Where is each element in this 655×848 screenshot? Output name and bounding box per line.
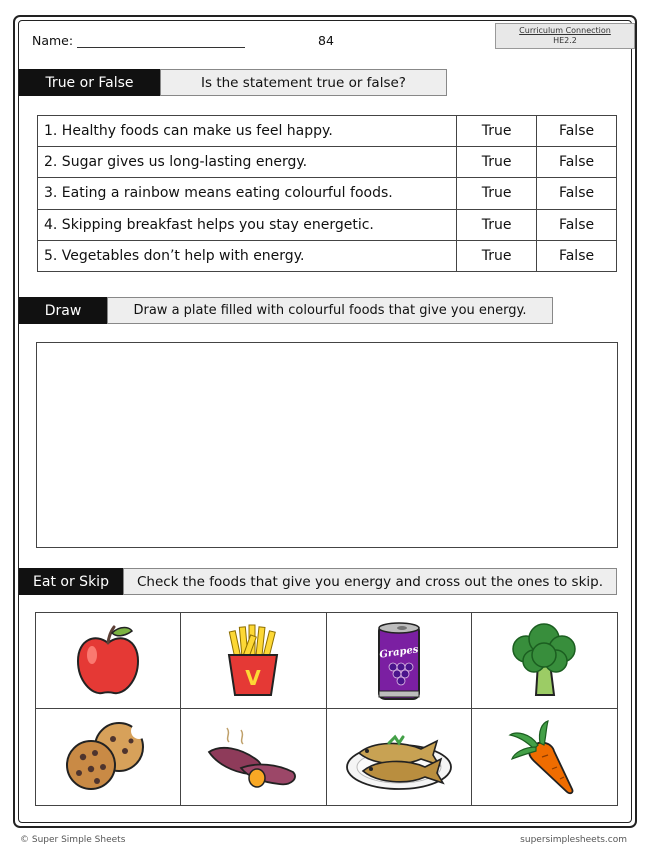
tf-false-option[interactable]: False (537, 147, 617, 178)
drawing-area[interactable] (36, 342, 618, 548)
draw-instruction: Draw a plate filled with colourful foods that give you energy. (107, 297, 553, 324)
footer-website: supersimplesheets.com (520, 835, 627, 845)
tf-true-option[interactable]: True (457, 178, 537, 209)
footer-copyright: © Super Simple Sheets (20, 835, 126, 845)
food-cell-sweet-potato[interactable] (181, 709, 326, 805)
food-cell-fish[interactable] (327, 709, 472, 805)
tf-false-option[interactable]: False (537, 116, 617, 147)
tf-statement: 2. Sugar gives us long-lasting energy. (38, 147, 457, 178)
food-grid (35, 612, 618, 806)
food-cell-carrot[interactable] (472, 709, 617, 805)
tf-row (38, 116, 617, 147)
food-cell-cookies[interactable] (36, 709, 181, 805)
name-line[interactable] (77, 35, 245, 48)
tf-statement: 1. Healthy foods can make us feel happy. (38, 116, 457, 147)
cookies-icon (63, 717, 153, 797)
curriculum-title: Curriculum Connection (519, 26, 611, 35)
food-cell-fries[interactable] (181, 613, 326, 709)
tf-false-option[interactable]: False (537, 240, 617, 271)
can-label: Grapes (378, 643, 419, 661)
name-field[interactable] (32, 33, 245, 48)
tf-statement: 5. Vegetables don’t help with energy. (38, 240, 457, 271)
draw-header (19, 297, 553, 324)
tf-statement: 4. Skipping breakfast helps you stay energetic. (38, 209, 457, 240)
fish-plate-icon (343, 719, 455, 795)
name-label: Name: (32, 33, 74, 48)
tf-row (38, 178, 617, 209)
curriculum-code: HE2.2 (553, 36, 577, 45)
food-cell-apple[interactable] (36, 613, 181, 709)
draw-tag: Draw (19, 297, 107, 324)
tf-true-option[interactable]: True (457, 116, 537, 147)
tf-false-option[interactable]: False (537, 209, 617, 240)
apple-icon (68, 621, 148, 701)
true-false-instruction: Is the statement true or false? (160, 69, 447, 96)
tf-row (38, 147, 617, 178)
broccoli-icon (502, 619, 586, 703)
carrot-icon (502, 717, 586, 797)
eat-skip-tag: Eat or Skip (19, 568, 123, 595)
food-cell-broccoli[interactable] (472, 613, 617, 709)
tf-row (38, 240, 617, 271)
grape-soda-can-icon (359, 619, 439, 703)
sweet-potato-icon (201, 722, 305, 792)
tf-statement: 3. Eating a rainbow means eating colourful foods. (38, 178, 457, 209)
page-number: 84 (318, 33, 334, 48)
french-fries-icon (213, 621, 293, 701)
tf-false-option[interactable]: False (537, 178, 617, 209)
tf-row (38, 209, 617, 240)
eat-skip-instruction: Check the foods that give you energy and cross out the ones to skip. (123, 568, 617, 595)
true-false-header (19, 69, 447, 96)
curriculum-connection-box (495, 23, 635, 49)
tf-true-option[interactable]: True (457, 147, 537, 178)
fries-letter: V (245, 665, 262, 690)
true-false-table (37, 115, 617, 272)
tf-true-option[interactable]: True (457, 209, 537, 240)
true-false-tag: True or False (19, 69, 160, 96)
tf-true-option[interactable]: True (457, 240, 537, 271)
food-cell-grape-can[interactable] (327, 613, 472, 709)
eat-skip-header (19, 568, 617, 595)
